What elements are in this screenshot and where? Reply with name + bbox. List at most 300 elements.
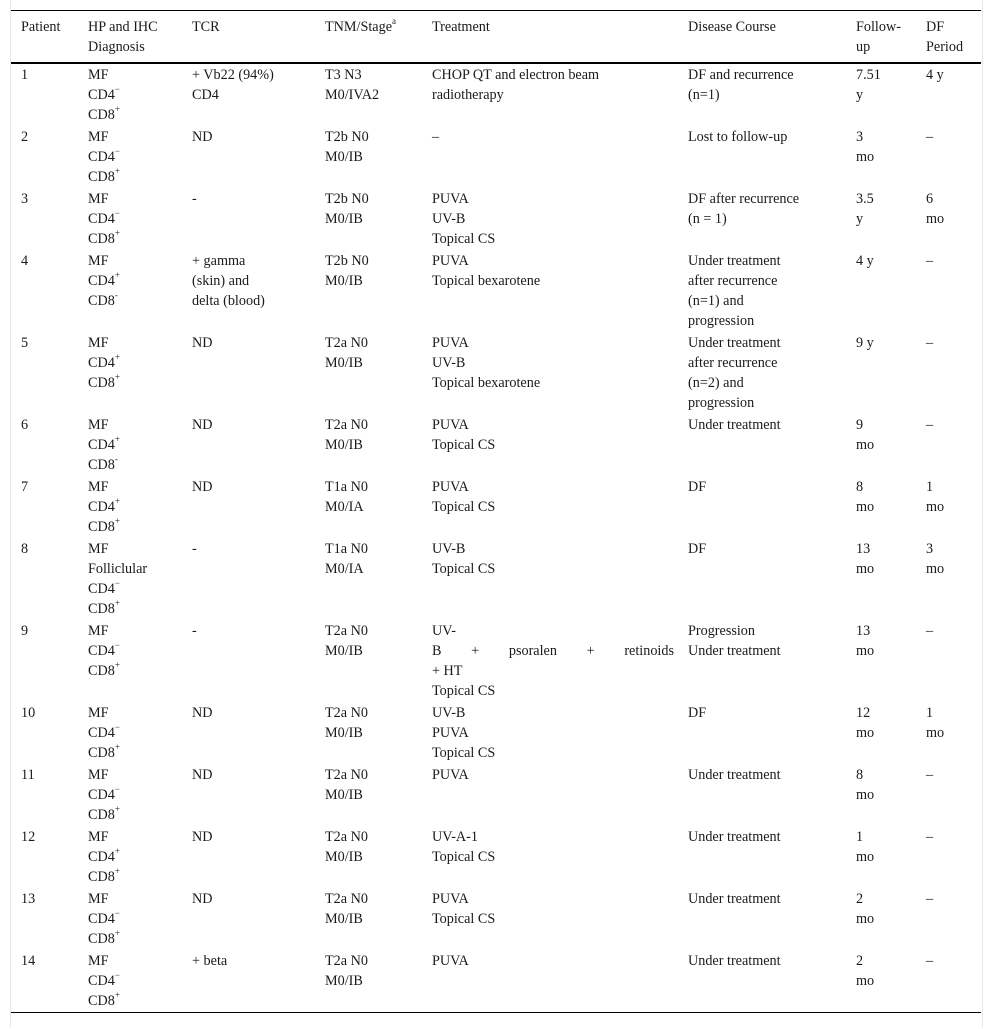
cell-treatment-line: PUVA [432,479,469,495]
cell-treatment [422,826,678,888]
cell-df-period-line: 1 [926,705,934,721]
cell-df-period-line: mo [926,499,945,515]
cell-tnm-stage [315,620,422,702]
cell-tcr-line: + gamma [192,253,246,269]
cell-disease-course [678,764,846,826]
cell-diagnosis [78,188,182,250]
table-row [11,826,981,888]
cell-diagnosis-line [88,641,178,661]
cell-diagnosis-line [88,661,178,681]
diagnosis-marker: + [114,496,120,507]
cell-follow-up-line: 3.5 [856,191,874,207]
cell-treatment [422,950,678,1013]
cell-disease-course-line: Progression [688,623,755,639]
treatment-word: retinoids [624,643,674,659]
cell-treatment [422,332,678,414]
cell-df-period [916,414,981,476]
cell-disease-course [678,702,846,764]
cell-treatment-line: Topical CS [432,561,496,577]
cell-tnm-stage-line: M0/IB [325,973,363,989]
diagnosis-marker: + [114,598,120,609]
cell-tnm-stage-line: T2b N0 [325,129,369,145]
cell-patient: 5 [21,335,29,351]
cell-follow-up-line: mo [856,561,875,577]
cell-diagnosis-line [88,517,178,537]
treatment-word: + [586,643,595,659]
diagnosis-marker: + [114,660,120,671]
cell-df-period [916,63,981,126]
cell-df-period-line: 3 [926,541,934,557]
cell-df-period [916,620,981,702]
cell-diagnosis-line [88,209,178,229]
cell-df-period-line: – [926,829,934,845]
diagnosis-marker: − [114,722,120,733]
cell-diagnosis-line [88,167,178,187]
cell-diagnosis [78,250,182,332]
cell-treatment-line: Topical CS [432,745,496,761]
cell-disease-course [678,126,846,188]
cell-disease-course-line: DF and recurrence [688,67,794,83]
cell-treatment-line: PUVA [432,891,469,907]
cell-tnm-stage [315,888,422,950]
diagnosis-text: CD8 [88,601,115,617]
cell-tnm-stage-line: T2a N0 [325,705,368,721]
cell-df-period-line: – [926,623,934,639]
diagnosis-marker: + [114,990,120,1001]
diagnosis-marker: + [114,270,120,281]
cell-tnm-stage-line: T1a N0 [325,479,368,495]
diagnosis-text: MF [88,253,109,269]
cell-df-period [916,538,981,620]
cell-tcr [182,538,315,620]
diagnosis-text: MF [88,623,109,639]
diagnosis-marker: − [114,784,120,795]
cell-disease-course-line: (n=1) and [688,293,744,309]
header-row [11,11,981,64]
cell-diagnosis-line [88,251,178,271]
cell-follow-up-line: 8 [856,767,864,783]
header-hp-ihc-diagnosis: HP and IHC Diagnosis [88,19,158,55]
cell-tnm-stage [315,476,422,538]
header-df-period: DF Period [926,19,964,55]
cell-treatment-line: PUVA [432,253,469,269]
cell-diagnosis-line [88,991,178,1011]
table-row [11,888,981,950]
cell-tcr-line: ND [192,705,213,721]
cell-treatment [422,764,678,826]
cell-follow-up-line: 13 [856,541,871,557]
cell-tcr [182,188,315,250]
cell-tcr-line: ND [192,129,213,145]
cell-diagnosis-line [88,805,178,825]
diagnosis-text: MF [88,891,109,907]
cell-diagnosis-line [88,333,178,353]
cell-disease-course-line: Under treatment [688,417,781,433]
cell-disease-course [678,950,846,1013]
cell-tnm-stage-line: M0/IB [325,211,363,227]
diagnosis-marker: + [114,846,120,857]
cell-follow-up-line: mo [856,643,875,659]
diagnosis-marker: − [114,640,120,651]
cell-diagnosis [78,332,182,414]
cell-treatment-line: UV-B [432,541,466,557]
cell-follow-up [846,414,916,476]
cell-disease-course [678,620,846,702]
cell-diagnosis-line [88,847,178,867]
cell-tnm-stage-line: T2a N0 [325,767,368,783]
table-row [11,764,981,826]
cell-follow-up [846,764,916,826]
cell-df-period [916,764,981,826]
diagnosis-text: MF [88,829,109,845]
cell-tnm-stage [315,332,422,414]
cell-diagnosis-line [88,271,178,291]
cell-treatment [422,250,678,332]
diagnosis-text: CD8 [88,993,115,1009]
cell-tnm-stage [315,126,422,188]
cell-disease-course [678,826,846,888]
cell-disease-course-line: Under treatment [688,891,781,907]
cell-disease-course-line: (n=1) [688,87,720,103]
cell-df-period [916,332,981,414]
cell-treatment-line: Topical CS [432,499,496,515]
cell-diagnosis [78,414,182,476]
cell-tcr-line: CD4 [192,87,219,103]
diagnosis-text: CD4 [88,499,115,515]
cell-diagnosis-line [88,435,178,455]
cell-tcr [182,702,315,764]
cell-treatment [422,126,678,188]
cell-df-period-line: 6 [926,191,934,207]
cell-follow-up [846,476,916,538]
cell-treatment-line [432,641,674,661]
table-row [11,950,981,1013]
cell-diagnosis-line [88,291,178,311]
cell-disease-course [678,250,846,332]
cell-diagnosis-line [88,599,178,619]
diagnosis-text: CD4 [88,849,115,865]
cell-disease-course-line: DF after recurrence [688,191,800,207]
cell-tcr [182,950,315,1013]
cell-follow-up-line: 7.51 [856,67,881,83]
cell-treatment [422,888,678,950]
diagnosis-marker: − [114,970,120,981]
header-patient: Patient [21,19,61,35]
diagnosis-text: CD8 [88,107,115,123]
cell-diagnosis-line [88,127,178,147]
cell-patient: 4 [21,253,29,269]
cell-tnm-stage [315,702,422,764]
cell-tcr [182,826,315,888]
cell-disease-course-line: DF [688,705,707,721]
cell-follow-up-line: 9 [856,417,864,433]
cell-follow-up-line: y [856,87,864,103]
cell-tcr-line: - [192,623,197,639]
diagnosis-marker: − [114,208,120,219]
cell-tcr [182,332,315,414]
cell-df-period [916,250,981,332]
cell-df-period-line: – [926,767,934,783]
diagnosis-text: CD8 [88,519,115,535]
cell-treatment-line: PUVA [432,191,469,207]
cell-df-period [916,826,981,888]
cell-patient: 6 [21,417,29,433]
cell-disease-course-line: progression [688,395,755,411]
cell-treatment-line: PUVA [432,335,469,351]
cell-treatment-line: – [432,129,440,145]
header-tnm-stage: TNM/Stage$^a$ [325,16,396,35]
diagnosis-marker: − [114,146,120,157]
cell-tnm-stage [315,538,422,620]
cell-treatment [422,476,678,538]
cell-tcr-line: + Vb22 (94%) [192,67,274,83]
cell-disease-course-line: Under treatment [688,767,781,783]
cell-df-period [916,476,981,538]
diagnosis-marker: + [114,928,120,939]
table-body [11,63,981,1013]
cell-follow-up-line: mo [856,849,875,865]
cell-follow-up [846,950,916,1013]
table-row [11,250,981,332]
cell-follow-up [846,63,916,126]
cell-tnm-stage-line: M0/IVA2 [325,87,380,103]
diagnosis-marker: + [114,352,120,363]
diagnosis-text: MF [88,417,109,433]
cell-follow-up-line: 8 [856,479,864,495]
cell-treatment [422,702,678,764]
cell-df-period-line: mo [926,211,945,227]
cell-treatment-line: + HT [432,663,463,679]
diagnosis-text: CD8 [88,231,115,247]
cell-tcr-line: delta (blood) [192,293,265,309]
cell-diagnosis-line [88,559,178,579]
cell-disease-course-line: Under treatment [688,643,781,659]
cell-disease-course-line: after recurrence [688,273,778,289]
diagnosis-text: MF [88,479,109,495]
cell-treatment-line: Topical CS [432,911,496,927]
cell-treatment-line: Topical CS [432,231,496,247]
cell-follow-up-line: 2 [856,953,864,969]
cell-diagnosis [78,63,182,126]
cell-follow-up [846,702,916,764]
cell-treatment-line: Topical CS [432,849,496,865]
cell-tnm-stage-line: M0/IB [325,787,363,803]
cell-tnm-stage [315,250,422,332]
cell-tnm-stage [315,764,422,826]
cell-diagnosis-line [88,951,178,971]
diagnosis-text: MF [88,67,109,83]
cell-tnm-stage-line: M0/IB [325,849,363,865]
cell-tnm-stage-line: M0/IB [325,273,363,289]
cell-tnm-stage-line: T2a N0 [325,953,368,969]
diagnosis-text: CD4 [88,355,115,371]
cell-follow-up-line: 2 [856,891,864,907]
cell-diagnosis-line [88,189,178,209]
cell-follow-up [846,250,916,332]
cell-tnm-stage-line: M0/IB [325,437,363,453]
diagnosis-marker: - [114,454,118,465]
diagnosis-text: CD4 [88,787,115,803]
cell-disease-course [678,414,846,476]
diagnosis-marker: + [114,866,120,877]
cell-diagnosis [78,764,182,826]
cell-diagnosis-line [88,147,178,167]
cell-df-period [916,888,981,950]
diagnosis-text: CD8 [88,375,115,391]
cell-tcr [182,414,315,476]
cell-df-period-line: – [926,253,934,269]
cell-diagnosis [78,702,182,764]
cell-diagnosis-line [88,889,178,909]
cell-treatment-line: radiotherapy [432,87,504,103]
cell-diagnosis-line [88,723,178,743]
cell-tnm-stage-line: M0/IA [325,499,364,515]
cell-diagnosis-line [88,827,178,847]
cell-tnm-stage-line: T2b N0 [325,253,369,269]
table-row [11,538,981,620]
cell-disease-course-line: Under treatment [688,253,781,269]
cell-df-period [916,126,981,188]
cell-tnm-stage [315,826,422,888]
table-row [11,476,981,538]
cell-treatment-line: UV-A-1 [432,829,478,845]
table-row [11,620,981,702]
cell-disease-course-line: progression [688,313,755,329]
cell-diagnosis-line [88,85,178,105]
cell-follow-up-line: mo [856,725,875,741]
cell-treatment-line: PUVA [432,953,469,969]
diagnosis-text: CD8 [88,745,115,761]
cell-follow-up-line: mo [856,787,875,803]
cell-tnm-stage-line: T1a N0 [325,541,368,557]
header-disease-course: Disease Course [688,19,776,35]
cell-tcr-line: - [192,541,197,557]
cell-treatment-line: Topical CS [432,683,496,699]
cell-follow-up-line: mo [856,437,875,453]
cell-diagnosis [78,826,182,888]
cell-tcr [182,63,315,126]
cell-treatment [422,188,678,250]
diagnosis-text: CD4 [88,911,115,927]
cell-tnm-stage-line: M0/IB [325,355,363,371]
diagnosis-text: MF [88,191,109,207]
cell-follow-up-line: mo [856,911,875,927]
diagnosis-text: MF [88,705,109,721]
cell-follow-up-line: 12 [856,705,871,721]
cell-diagnosis-line [88,539,178,559]
cell-tcr [182,476,315,538]
cell-follow-up-line: mo [856,499,875,515]
cell-patient: 7 [21,479,29,495]
diagnosis-marker: + [114,166,120,177]
cell-treatment-line: Topical bexarotene [432,273,541,289]
cell-disease-course [678,63,846,126]
cell-treatment [422,63,678,126]
diagnosis-text: CD4 [88,973,115,989]
cell-disease-course [678,538,846,620]
table-row [11,188,981,250]
cell-disease-course [678,476,846,538]
cell-disease-course-line: (n = 1) [688,211,727,227]
table-row [11,126,981,188]
diagnosis-text: MF [88,129,109,145]
cell-tcr-line: ND [192,829,213,845]
cell-patient: 11 [21,767,35,783]
cell-tnm-stage-line: T2a N0 [325,335,368,351]
cell-df-period-line: – [926,417,934,433]
cell-patient: 1 [21,67,29,83]
cell-diagnosis-line [88,105,178,125]
cell-df-period-line: – [926,891,934,907]
cell-tnm-stage [315,63,422,126]
cell-follow-up [846,888,916,950]
diagnosis-text: MF [88,767,109,783]
cell-patient: 14 [21,953,36,969]
cell-tnm-stage [315,414,422,476]
cell-df-period-line: 1 [926,479,934,495]
treatment-word: psoralen [508,643,557,659]
diagnosis-text: Folliclular [88,561,148,577]
table-row [11,414,981,476]
cell-patient: 12 [21,829,36,845]
cell-tcr-line: ND [192,767,213,783]
cell-diagnosis [78,950,182,1013]
cell-diagnosis-line [88,455,178,475]
cell-df-period [916,188,981,250]
cell-treatment-line: UV-B [432,705,466,721]
cell-follow-up-line: 3 [856,129,864,145]
diagnosis-text: CD4 [88,437,115,453]
cell-follow-up [846,538,916,620]
treatment-word: B [432,643,442,659]
cell-diagnosis-line [88,929,178,949]
diagnosis-marker: + [114,742,120,753]
diagnosis-marker: + [114,228,120,239]
cell-diagnosis-line [88,497,178,517]
cell-tnm-stage-line: T2b N0 [325,191,369,207]
cell-tnm-stage-line: T3 N3 [325,67,362,83]
diagnosis-text: CD4 [88,643,115,659]
cell-follow-up-line: 9 y [856,335,874,351]
cell-tnm-stage [315,950,422,1013]
cell-tcr-line: ND [192,417,213,433]
cell-tcr [182,888,315,950]
diagnosis-text: CD4 [88,725,115,741]
diagnosis-text: CD8 [88,869,115,885]
diagnosis-text: MF [88,541,109,557]
cell-patient: 2 [21,129,29,145]
diagnosis-marker: − [114,578,120,589]
cell-tcr [182,250,315,332]
cell-tcr-line: ND [192,891,213,907]
diagnosis-marker: − [114,908,120,919]
cell-tcr-line: (skin) and [192,273,250,289]
cell-tnm-stage-line: T2a N0 [325,829,368,845]
cell-follow-up [846,188,916,250]
cell-tnm-stage-line: T2a N0 [325,623,368,639]
cell-follow-up [846,126,916,188]
cell-tnm-stage [315,188,422,250]
header-follow-up: Follow- up [856,19,901,55]
cell-tnm-stage-line: M0/IB [325,725,363,741]
cell-treatment-line: Topical bexarotene [432,375,541,391]
cell-follow-up [846,620,916,702]
cell-treatment [422,620,678,702]
cell-follow-up [846,332,916,414]
cell-treatment [422,538,678,620]
cell-disease-course-line: (n=2) and [688,375,744,391]
cell-tcr [182,764,315,826]
